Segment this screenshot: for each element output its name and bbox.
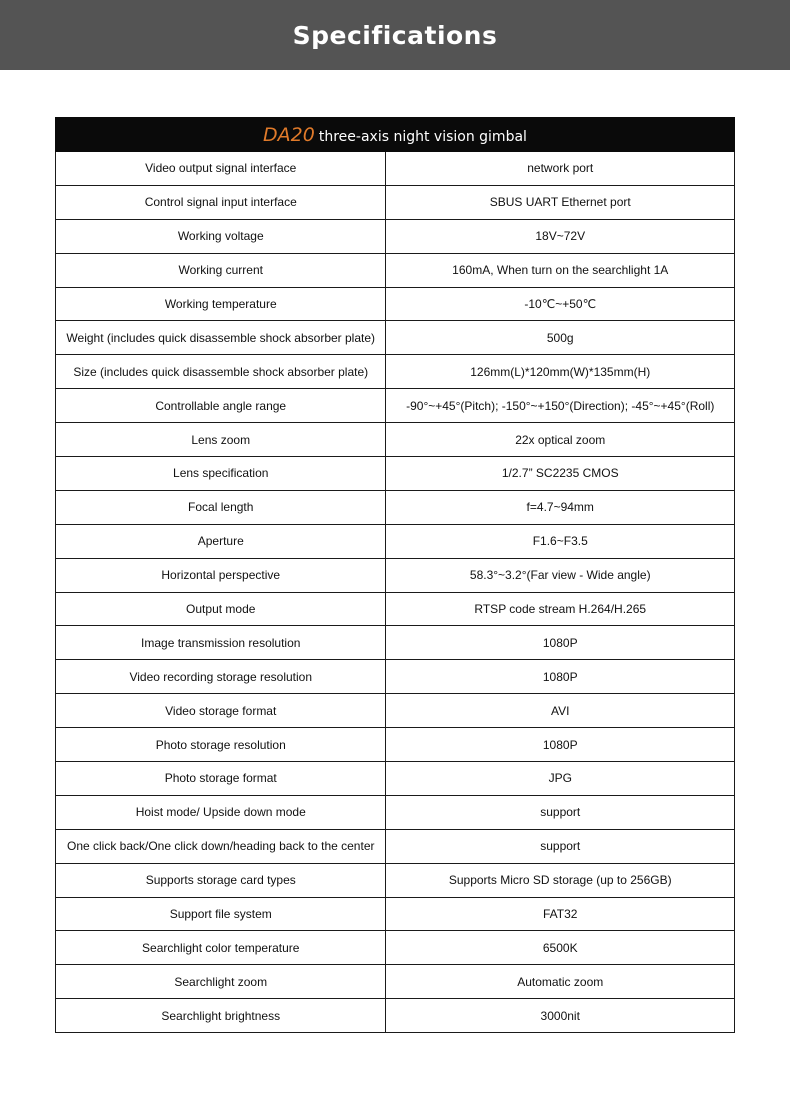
- spec-label: Controllable angle range: [56, 389, 386, 423]
- spec-label: Image transmission resolution: [56, 626, 386, 660]
- spec-value: 6500K: [386, 931, 735, 965]
- spec-label: Video recording storage resolution: [56, 660, 386, 694]
- spec-value: f=4.7~94mm: [386, 490, 735, 524]
- spec-value: -90°~+45°(Pitch); -150°~+150°(Direction); -45°~+45°(Roll): [386, 389, 735, 423]
- table-row: [56, 660, 735, 694]
- table-row: [56, 152, 735, 186]
- spec-value: F1.6~F3.5: [386, 524, 735, 558]
- table-row: [56, 253, 735, 287]
- page-title: Specifications: [292, 20, 498, 50]
- spec-table: [55, 117, 735, 1033]
- table-row: [56, 762, 735, 796]
- table-row: [56, 863, 735, 897]
- table-row: [56, 524, 735, 558]
- spec-label: Video storage format: [56, 694, 386, 728]
- table-row: [56, 389, 735, 423]
- spec-label: Photo storage resolution: [56, 728, 386, 762]
- spec-value: 1080P: [386, 728, 735, 762]
- table-row: [56, 999, 735, 1033]
- spec-value: support: [386, 795, 735, 829]
- spec-label: Hoist mode/ Upside down mode: [56, 795, 386, 829]
- spec-value: Automatic zoom: [386, 965, 735, 999]
- table-row: [56, 558, 735, 592]
- spec-label: Focal length: [56, 490, 386, 524]
- spec-value: 1080P: [386, 660, 735, 694]
- model-description: three-axis night vision gimbal: [318, 128, 527, 145]
- spec-value: 22x optical zoom: [386, 423, 735, 457]
- table-row: [56, 795, 735, 829]
- spec-value: 160mA, When turn on the searchlight 1A: [386, 253, 735, 287]
- spec-value: AVI: [386, 694, 735, 728]
- spec-value: 1080P: [386, 626, 735, 660]
- spec-value: 3000nit: [386, 999, 735, 1033]
- spec-label: Weight (includes quick disassemble shock absorber plate): [56, 321, 386, 355]
- table-row: [56, 185, 735, 219]
- table-row: [56, 287, 735, 321]
- spec-label: Horizontal perspective: [56, 558, 386, 592]
- table-row: [56, 965, 735, 999]
- spec-label: Photo storage format: [56, 762, 386, 796]
- spec-value: 1/2.7” SC2235 CMOS: [386, 457, 735, 491]
- table-row: [56, 931, 735, 965]
- table-row: [56, 219, 735, 253]
- spec-value: JPG: [386, 762, 735, 796]
- spec-label: Control signal input interface: [56, 185, 386, 219]
- table-row: [56, 829, 735, 863]
- spec-label: Working temperature: [56, 287, 386, 321]
- header-banner: [0, 0, 790, 70]
- table-row: [56, 694, 735, 728]
- spec-label: Searchlight color temperature: [56, 931, 386, 965]
- spec-value: 58.3°~3.2°(Far view - Wide angle): [386, 558, 735, 592]
- spec-label: Support file system: [56, 897, 386, 931]
- spec-value: 126mm(L)*120mm(W)*135mm(H): [386, 355, 735, 389]
- spec-value: FAT32: [386, 897, 735, 931]
- spec-label: Lens specification: [56, 457, 386, 491]
- spec-label: Video output signal interface: [56, 152, 386, 186]
- table-row: [56, 490, 735, 524]
- table-row: [56, 423, 735, 457]
- spec-value: 18V~72V: [386, 219, 735, 253]
- spec-label: Aperture: [56, 524, 386, 558]
- table-row: [56, 321, 735, 355]
- table-row: [56, 355, 735, 389]
- table-row: [56, 592, 735, 626]
- spec-label: One click back/One click down/heading back to the center: [56, 829, 386, 863]
- spec-label: Lens zoom: [56, 423, 386, 457]
- spec-label: Supports storage card types: [56, 863, 386, 897]
- table-row: [56, 728, 735, 762]
- spec-value: -10℃~+50℃: [386, 287, 735, 321]
- spec-label: Searchlight zoom: [56, 965, 386, 999]
- table-header-row: [56, 118, 735, 152]
- table-row: [56, 897, 735, 931]
- spec-label: Size (includes quick disassemble shock absorber plate): [56, 355, 386, 389]
- spec-value: Supports Micro SD storage (up to 256GB): [386, 863, 735, 897]
- spec-label: Searchlight brightness: [56, 999, 386, 1033]
- model-name: DA20: [263, 123, 315, 146]
- spec-value: network port: [386, 152, 735, 186]
- spec-label: Working current: [56, 253, 386, 287]
- table-row: [56, 457, 735, 491]
- spec-value: SBUS UART Ethernet port: [386, 185, 735, 219]
- spec-label: Output mode: [56, 592, 386, 626]
- spec-label: Working voltage: [56, 219, 386, 253]
- spec-value: support: [386, 829, 735, 863]
- spec-value: 500g: [386, 321, 735, 355]
- table-header-cell: [56, 118, 735, 152]
- spec-value: RTSP code stream H.264/H.265: [386, 592, 735, 626]
- table-row: [56, 626, 735, 660]
